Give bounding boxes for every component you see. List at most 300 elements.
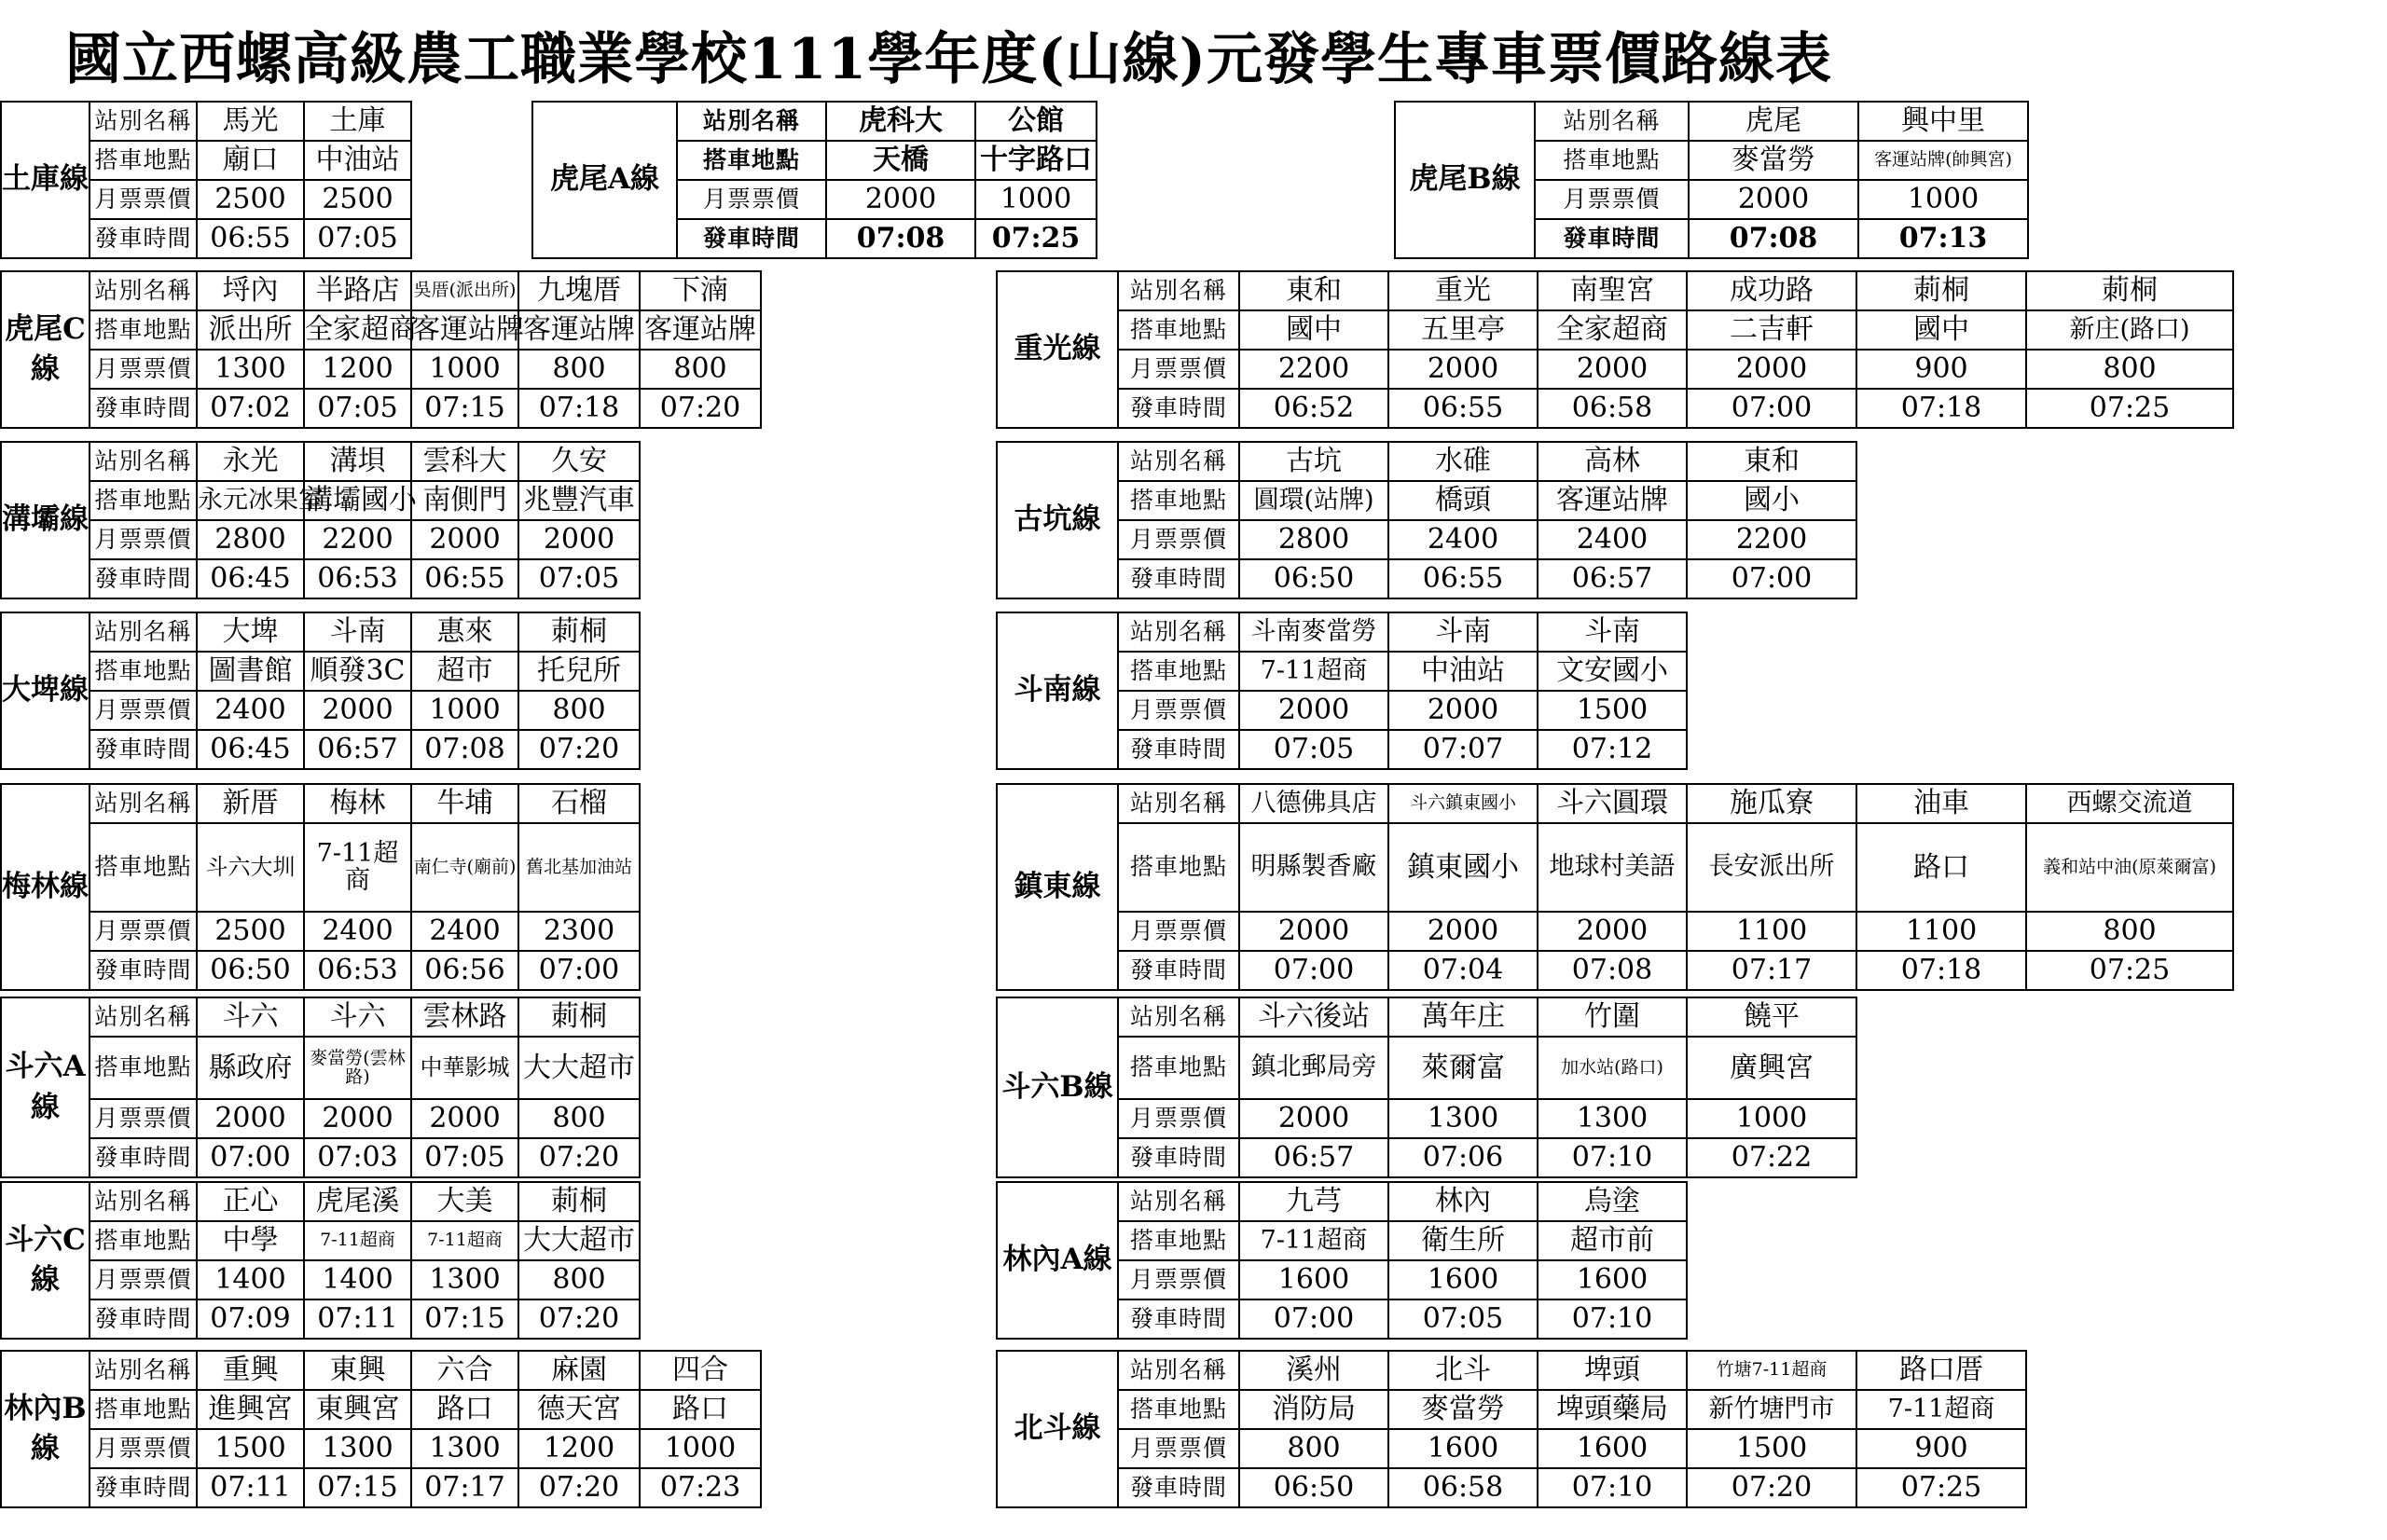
stop-price: 800 [518, 1099, 640, 1138]
stop-time: 07:17 [1687, 951, 1856, 990]
stop-time: 07:05 [411, 1138, 518, 1177]
row-label-station: 站別名稱 [1118, 1182, 1239, 1221]
stop-time: 06:55 [1388, 389, 1538, 428]
row-label-price: 月票票價 [1535, 180, 1689, 219]
stop-pickup: 鎮北郵局旁 [1239, 1037, 1388, 1099]
stop-pickup: 7-11超商 [411, 1221, 518, 1260]
stop-price: 800 [640, 350, 761, 389]
stop-station: 竹圍 [1538, 997, 1687, 1037]
stop-price: 2800 [1239, 520, 1388, 559]
stop-time: 07:08 [1689, 219, 1858, 258]
row-label-station: 站別名稱 [90, 271, 197, 310]
stop-price: 1000 [640, 1429, 761, 1468]
stop-station: 竹塘7-11超商 [1687, 1351, 1856, 1390]
stop-pickup: 新竹塘門市 [1687, 1390, 1856, 1429]
stop-price: 2300 [518, 912, 640, 951]
stop-price: 1500 [1538, 691, 1687, 730]
route-name: 溝壩線 [1, 442, 90, 598]
route-name: 大埤線 [1, 612, 90, 769]
stop-time: 07:17 [411, 1468, 518, 1507]
stop-price: 1600 [1388, 1260, 1538, 1299]
row-label-time: 發車時間 [90, 389, 197, 428]
stop-time: 07:08 [411, 730, 518, 769]
row-label-time: 發車時間 [677, 219, 826, 258]
stop-price: 2400 [304, 912, 411, 951]
stop-time: 07:25 [975, 219, 1097, 258]
stop-price: 1600 [1538, 1429, 1687, 1468]
row-label-price: 月票票價 [90, 520, 197, 559]
route-name: 斗六C線 [1, 1182, 90, 1339]
stop-station: 烏塗 [1538, 1182, 1687, 1221]
stop-pickup: 明縣製香廠 [1239, 823, 1388, 912]
row-label-time: 發車時間 [90, 559, 197, 598]
row-label-station: 站別名稱 [1118, 271, 1239, 310]
row-label-time: 發車時間 [90, 219, 197, 258]
row-label-price: 月票票價 [1118, 1099, 1239, 1138]
stop-pickup: 7-11超商 [304, 1221, 411, 1260]
stop-station: 北斗 [1388, 1351, 1538, 1390]
route-table-linnei-b [0, 1350, 762, 1508]
stop-time: 06:57 [304, 730, 411, 769]
stop-station: 莿桐 [2026, 271, 2233, 310]
route-table-douliu-c [0, 1181, 641, 1340]
stop-price: 2000 [304, 1099, 411, 1138]
stop-price: 800 [518, 691, 640, 730]
row-label-pickup: 搭車地點 [1118, 652, 1239, 691]
row-label-time: 發車時間 [1118, 1468, 1239, 1507]
stop-time: 07:08 [826, 219, 975, 258]
row-label-price: 月票票價 [90, 1099, 197, 1138]
stop-station: 埒內 [197, 271, 304, 310]
row-label-pickup: 搭車地點 [1118, 1037, 1239, 1099]
stop-time: 07:20 [640, 389, 761, 428]
stop-station: 莿桐 [1856, 271, 2026, 310]
stop-station: 斗六後站 [1239, 997, 1388, 1037]
route-name: 斗南線 [997, 612, 1118, 769]
stop-pickup: 7-11超商 [304, 823, 411, 912]
route-name: 鎮東線 [997, 784, 1118, 990]
route-table-zhendong [996, 783, 2234, 991]
stop-price: 900 [1856, 350, 2026, 389]
stop-station: 牛埔 [411, 784, 518, 823]
stop-time: 06:50 [1239, 1468, 1388, 1507]
row-label-station: 站別名稱 [1118, 442, 1239, 481]
stop-station: 東和 [1239, 271, 1388, 310]
stop-station: 馬光 [197, 102, 304, 141]
stop-time: 07:20 [1687, 1468, 1856, 1507]
stop-station: 興中里 [1858, 102, 2028, 141]
stop-price: 1500 [197, 1429, 304, 1468]
stop-price: 2000 [518, 520, 640, 559]
row-label-price: 月票票價 [90, 912, 197, 951]
stop-time: 06:50 [197, 951, 304, 990]
stop-time: 07:08 [1538, 951, 1687, 990]
stop-time: 07:05 [304, 389, 411, 428]
stop-pickup: 中油站 [1388, 652, 1538, 691]
stop-station: 新厝 [197, 784, 304, 823]
stop-station: 雲林路 [411, 997, 518, 1037]
route-name: 虎尾B線 [1395, 102, 1535, 258]
stop-time: 07:23 [640, 1468, 761, 1507]
route-name: 林內B線 [1, 1351, 90, 1507]
route-table-huwei-a [531, 101, 1097, 259]
stop-time: 07:09 [197, 1299, 304, 1339]
stop-price: 1100 [1687, 912, 1856, 951]
row-label-price: 月票票價 [1118, 1260, 1239, 1299]
stop-station: 東興 [304, 1351, 411, 1390]
stop-station: 高林 [1538, 442, 1687, 481]
stop-pickup: 圖書館 [197, 652, 304, 691]
row-label-price: 月票票價 [1118, 691, 1239, 730]
stop-pickup: 縣政府 [197, 1037, 304, 1099]
stop-station: 斗六 [304, 997, 411, 1037]
stop-time: 07:18 [1856, 389, 2026, 428]
stop-station: 斗六鎮東國小 [1388, 784, 1538, 823]
row-label-time: 發車時間 [90, 730, 197, 769]
stop-time: 07:07 [1388, 730, 1538, 769]
stop-price: 1300 [1538, 1099, 1687, 1138]
stop-price: 2200 [304, 520, 411, 559]
stop-price: 1200 [518, 1429, 640, 1468]
stop-time: 07:00 [197, 1138, 304, 1177]
stop-time: 06:55 [197, 219, 304, 258]
stop-time: 06:55 [411, 559, 518, 598]
stop-station: 正心 [197, 1182, 304, 1221]
stop-pickup: 義和站中油(原萊爾富) [2026, 823, 2233, 912]
row-label-price: 月票票價 [90, 350, 197, 389]
stop-station: 萬年庄 [1388, 997, 1538, 1037]
stop-station: 莿桐 [518, 1182, 640, 1221]
stop-station: 溝垻 [304, 442, 411, 481]
stop-time: 07:15 [411, 1299, 518, 1339]
stop-price: 2000 [826, 180, 975, 219]
stop-station: 南聖宮 [1538, 271, 1687, 310]
row-label-station: 站別名稱 [1535, 102, 1689, 141]
stop-pickup: 消防局 [1239, 1390, 1388, 1429]
route-table-douliu-a [0, 997, 641, 1178]
stop-price: 1100 [1856, 912, 2026, 951]
stop-pickup: 7-11超商 [1239, 1221, 1388, 1260]
stop-station: 重興 [197, 1351, 304, 1390]
route-name: 虎尾C線 [1, 271, 90, 428]
stop-station: 施瓜寮 [1687, 784, 1856, 823]
stop-time: 07:20 [518, 1299, 640, 1339]
stop-station: 公館 [975, 102, 1097, 141]
stop-time: 07:12 [1538, 730, 1687, 769]
row-label-station: 站別名稱 [90, 997, 197, 1037]
stop-price: 1300 [1388, 1099, 1538, 1138]
row-label-pickup: 搭車地點 [90, 481, 197, 520]
stop-pickup: 客運站牌 [640, 310, 761, 350]
stop-pickup: 麥當勞 [1689, 141, 1858, 180]
row-label-station: 站別名稱 [90, 442, 197, 481]
stop-time: 07:25 [2026, 389, 2233, 428]
stop-time: 06:45 [197, 559, 304, 598]
stop-pickup: 客運站牌(帥興宮) [1858, 141, 2028, 180]
stop-time: 06:50 [1239, 559, 1388, 598]
stop-station: 重光 [1388, 271, 1538, 310]
stop-pickup: 路口 [1856, 823, 2026, 912]
stop-station: 東和 [1687, 442, 1856, 481]
stop-station: 斗六圓環 [1538, 784, 1687, 823]
stop-price: 1200 [304, 350, 411, 389]
row-label-time: 發車時間 [1118, 730, 1239, 769]
row-label-price: 月票票價 [1118, 350, 1239, 389]
stop-station: 斗南 [304, 612, 411, 652]
row-label-time: 發車時間 [1118, 389, 1239, 428]
stop-price: 2000 [1239, 912, 1388, 951]
stop-time: 07:20 [518, 730, 640, 769]
row-label-price: 月票票價 [677, 180, 826, 219]
row-label-time: 發車時間 [90, 1138, 197, 1177]
stop-pickup: 天橋 [826, 141, 975, 180]
row-label-station: 站別名稱 [90, 102, 197, 141]
row-label-pickup: 搭車地點 [90, 1037, 197, 1099]
stop-pickup: 國小 [1687, 481, 1856, 520]
route-table-linnei-a [996, 1181, 1688, 1340]
stop-price: 800 [518, 1260, 640, 1299]
stop-station: 吳厝(派出所) [411, 271, 518, 310]
route-name: 北斗線 [997, 1351, 1118, 1507]
route-table-gouba [0, 441, 641, 599]
stop-price: 2000 [1687, 350, 1856, 389]
row-label-time: 發車時間 [1118, 559, 1239, 598]
stop-pickup: 客運站牌 [411, 310, 518, 350]
stop-price: 1300 [411, 1429, 518, 1468]
stop-time: 07:10 [1538, 1138, 1687, 1177]
stop-price: 2500 [197, 180, 304, 219]
stop-time: 07:05 [1239, 730, 1388, 769]
stop-time: 06:53 [304, 559, 411, 598]
stop-price: 1600 [1388, 1429, 1538, 1468]
route-name: 斗六A線 [1, 997, 90, 1177]
row-label-time: 發車時間 [1118, 1299, 1239, 1339]
stop-time: 07:05 [304, 219, 411, 258]
stop-price: 2400 [1388, 520, 1538, 559]
route-table-beidou [996, 1350, 2027, 1508]
stop-pickup: 廣興宮 [1687, 1037, 1856, 1099]
stop-pickup: 圓環(站牌) [1239, 481, 1388, 520]
stop-price: 2000 [1538, 912, 1687, 951]
route-name: 虎尾A線 [532, 102, 677, 258]
row-label-station: 站別名稱 [1118, 997, 1239, 1037]
row-label-pickup: 搭車地點 [1118, 823, 1239, 912]
route-name: 林內A線 [997, 1182, 1118, 1339]
stop-time: 07:11 [304, 1299, 411, 1339]
row-label-station: 站別名稱 [90, 612, 197, 652]
stop-station: 九芎 [1239, 1182, 1388, 1221]
stop-pickup: 二吉軒 [1687, 310, 1856, 350]
route-table-dounan [996, 612, 1688, 770]
stop-time: 07:10 [1538, 1299, 1687, 1339]
route-table-dapi [0, 612, 641, 770]
stop-pickup: 7-11超商 [1239, 652, 1388, 691]
route-table-gukeng [996, 441, 1857, 599]
stop-time: 07:05 [1388, 1299, 1538, 1339]
stop-time: 07:25 [2026, 951, 2233, 990]
stop-price: 1000 [1687, 1099, 1856, 1138]
stop-time: 07:00 [1687, 389, 1856, 428]
stop-price: 1600 [1538, 1260, 1687, 1299]
stop-station: 西螺交流道 [2026, 784, 2233, 823]
stop-pickup: 埤頭藥局 [1538, 1390, 1687, 1429]
stop-pickup: 舊北基加油站 [518, 823, 640, 912]
stop-time: 07:20 [518, 1138, 640, 1177]
row-label-time: 發車時間 [1118, 1138, 1239, 1177]
route-table-huwei-b [1394, 101, 2029, 259]
stop-pickup: 中學 [197, 1221, 304, 1260]
row-label-pickup: 搭車地點 [1118, 310, 1239, 350]
stop-pickup: 斗六大圳 [197, 823, 304, 912]
stop-station: 六合 [411, 1351, 518, 1390]
route-table-chongguang [996, 270, 2234, 429]
stop-station: 成功路 [1687, 271, 1856, 310]
row-label-time: 發車時間 [1535, 219, 1689, 258]
stop-pickup: 南側門 [411, 481, 518, 520]
stop-station: 梅林 [304, 784, 411, 823]
row-label-price: 月票票價 [1118, 912, 1239, 951]
route-name: 重光線 [997, 271, 1118, 428]
row-label-price: 月票票價 [90, 1260, 197, 1299]
stop-price: 2000 [1538, 350, 1687, 389]
stop-price: 2000 [1239, 691, 1388, 730]
row-label-station: 站別名稱 [677, 102, 826, 141]
stop-pickup: 兆豐汽車 [518, 481, 640, 520]
stop-time: 07:04 [1388, 951, 1538, 990]
stop-time: 06:55 [1388, 559, 1538, 598]
stop-price: 1300 [304, 1429, 411, 1468]
stop-pickup: 7-11超商 [1856, 1390, 2026, 1429]
stop-time: 06:53 [304, 951, 411, 990]
stop-price: 2200 [1687, 520, 1856, 559]
stop-price: 2000 [1689, 180, 1858, 219]
stop-price: 2000 [1388, 350, 1538, 389]
stop-station: 下湳 [640, 271, 761, 310]
stop-time: 06:45 [197, 730, 304, 769]
stop-price: 800 [2026, 350, 2233, 389]
stop-station: 永光 [197, 442, 304, 481]
stop-pickup: 順發3C [304, 652, 411, 691]
page-title: 國立西螺高級農工職業學校111學年度(山線)元發學生專車票價路線表 [65, 27, 1833, 92]
stop-price: 2000 [411, 1099, 518, 1138]
stop-time: 07:11 [197, 1468, 304, 1507]
stop-price: 1300 [411, 1260, 518, 1299]
stop-time: 07:13 [1858, 219, 2028, 258]
stop-time: 07:18 [1856, 951, 2026, 990]
stop-station: 大埤 [197, 612, 304, 652]
stop-pickup: 超市前 [1538, 1221, 1687, 1260]
stop-station: 油車 [1856, 784, 2026, 823]
stop-pickup: 永元冰果室 [197, 481, 304, 520]
stop-pickup: 東興宮 [304, 1390, 411, 1429]
stop-pickup: 路口 [411, 1390, 518, 1429]
stop-time: 07:10 [1538, 1468, 1687, 1507]
stop-pickup: 十字路口 [975, 141, 1097, 180]
stop-pickup: 加水站(路口) [1538, 1037, 1687, 1099]
stop-time: 06:56 [411, 951, 518, 990]
stop-price: 2500 [197, 912, 304, 951]
stop-price: 2000 [1239, 1099, 1388, 1138]
stop-pickup: 全家超商 [304, 310, 411, 350]
stop-time: 06:57 [1538, 559, 1687, 598]
stop-pickup: 路口 [640, 1390, 761, 1429]
stop-price: 900 [1856, 1429, 2026, 1468]
row-label-price: 月票票價 [1118, 1429, 1239, 1468]
row-label-pickup: 搭車地點 [90, 1390, 197, 1429]
stop-station: 石榴 [518, 784, 640, 823]
stop-time: 06:57 [1239, 1138, 1388, 1177]
stop-pickup: 全家超商 [1538, 310, 1687, 350]
stop-pickup: 五里亭 [1388, 310, 1538, 350]
stop-station: 莿桐 [518, 997, 640, 1037]
stop-time: 07:25 [1856, 1468, 2026, 1507]
stop-price: 2200 [1239, 350, 1388, 389]
stop-time: 07:03 [304, 1138, 411, 1177]
stop-price: 800 [2026, 912, 2233, 951]
stop-station: 斗南 [1388, 612, 1538, 652]
stop-station: 莿桐 [518, 612, 640, 652]
row-label-pickup: 搭車地點 [1535, 141, 1689, 180]
stop-pickup: 南仁寺(廟前) [411, 823, 518, 912]
row-label-time: 發車時間 [1118, 951, 1239, 990]
row-label-price: 月票票價 [90, 180, 197, 219]
stop-price: 2400 [1538, 520, 1687, 559]
stop-pickup: 地球村美語 [1538, 823, 1687, 912]
stop-price: 1300 [197, 350, 304, 389]
row-label-time: 發車時間 [90, 1468, 197, 1507]
row-label-price: 月票票價 [90, 1429, 197, 1468]
stop-price: 2000 [197, 1099, 304, 1138]
stop-station: 虎尾溪 [304, 1182, 411, 1221]
row-label-station: 站別名稱 [1118, 612, 1239, 652]
stop-station: 惠來 [411, 612, 518, 652]
stop-pickup: 衛生所 [1388, 1221, 1538, 1260]
row-label-pickup: 搭車地點 [1118, 481, 1239, 520]
stop-station: 九塊厝 [518, 271, 640, 310]
stop-station: 八德佛具店 [1239, 784, 1388, 823]
stop-time: 07:22 [1687, 1138, 1856, 1177]
row-label-pickup: 搭車地點 [90, 652, 197, 691]
stop-station: 路口厝 [1856, 1351, 2026, 1390]
stop-station: 久安 [518, 442, 640, 481]
stop-station: 大美 [411, 1182, 518, 1221]
row-label-station: 站別名稱 [1118, 1351, 1239, 1390]
row-label-pickup: 搭車地點 [90, 823, 197, 912]
row-label-pickup: 搭車地點 [677, 141, 826, 180]
stop-pickup: 廟口 [197, 141, 304, 180]
stop-time: 06:58 [1388, 1468, 1538, 1507]
stop-pickup: 德天宮 [518, 1390, 640, 1429]
stop-station: 半路店 [304, 271, 411, 310]
stop-time: 07:15 [304, 1468, 411, 1507]
row-label-station: 站別名稱 [90, 1182, 197, 1221]
stop-price: 1000 [411, 350, 518, 389]
stop-station: 雲科大 [411, 442, 518, 481]
stop-pickup: 文安國小 [1538, 652, 1687, 691]
row-label-time: 發車時間 [90, 1299, 197, 1339]
stop-pickup: 托兒所 [518, 652, 640, 691]
stop-pickup: 鎮東國小 [1388, 823, 1538, 912]
row-label-time: 發車時間 [90, 951, 197, 990]
stop-price: 2500 [304, 180, 411, 219]
stop-pickup: 麥當勞 [1388, 1390, 1538, 1429]
stop-time: 07:18 [518, 389, 640, 428]
stop-pickup: 大大超市 [518, 1037, 640, 1099]
stop-pickup: 中華影城 [411, 1037, 518, 1099]
stop-pickup: 派出所 [197, 310, 304, 350]
stop-station: 麻園 [518, 1351, 640, 1390]
route-table-tuku [0, 101, 412, 259]
